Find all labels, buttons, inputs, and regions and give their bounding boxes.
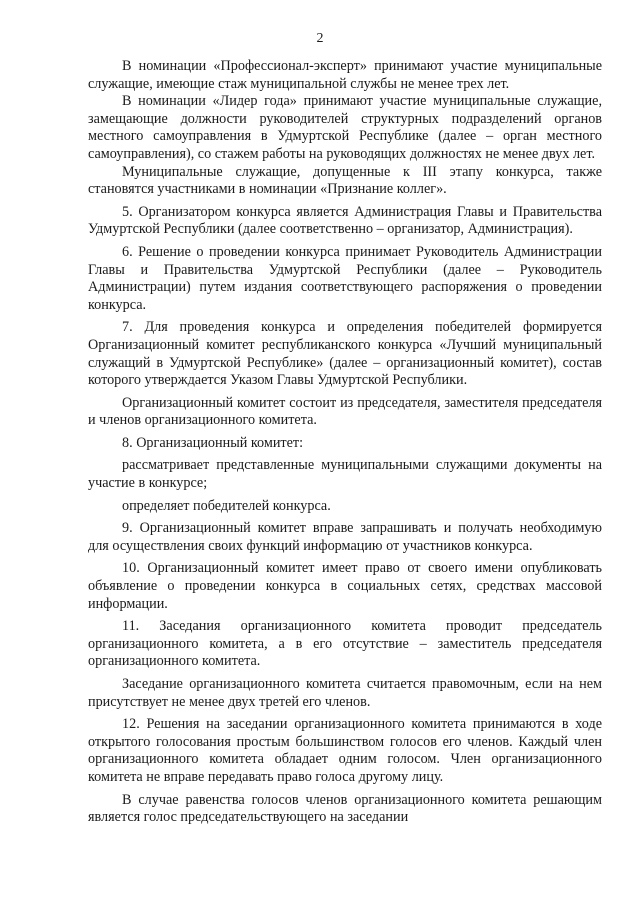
paragraph-item-10: 10. Организационный комитет имеет право от своего имени опубликовать объявление о проведении конкурса в социальных сетях, средствах массовой информации. [88,560,602,612]
document-body [88,58,602,827]
paragraph-item-12: 12. Решения на заседании организационного комитета принимаются в ходе открытого голосования простым большинством голосов его членов. Каждый член организационного комитета обладает одним голосом. Член организационного комитета не вправе передавать право голоса другому лицу. [88,716,602,785]
paragraph-item-5: 5. Организатором конкурса является Администрация Главы и Правительства Удмуртской Республики (далее соответственно – организатор, Администрация). [88,203,602,238]
paragraph-item-11: 11. Заседания организационного комитета проводит председатель организационного комитета, а в его отсутствие – заместитель председателя организационного комитета. [88,618,602,670]
paragraph-committee-composition: Организационный комитет состоит из председателя, заместителя председателя и членов организационного комитета. [88,394,602,429]
paragraph-item-7: 7. Для проведения конкурса и определения победителей формируется Организационный комитет республиканского конкурса «Лучший муниципальный служащий в Удмуртской Республике» (далее – организационный комитет), состав которого утверждается Указом Главы Удмуртской Республики. [88,319,602,389]
paragraph-nomination-leader: В номинации «Лидер года» принимают участие муниципальные служащие, замещающие должности руководителей структурных подразделений органов местного самоуправления в Удмуртской Республике (далее – орган местного самоуправления), со стажем работы на руководящих должностях не менее двух лет. [88,93,602,162]
paragraph-item-6: 6. Решение о проведении конкурса принимает Руководитель Администрации Главы и Правительства Удмуртской Республики (далее – Руководитель Администрации) путем издания соответствующего распоряжения о проведении конкурса. [88,243,602,313]
paragraph-tie-vote: В случае равенства голосов членов организационного комитета решающим является голос председательствующего на заседании [88,791,602,826]
page-number: 2 [316,31,324,46]
paragraph-colleagues-recognition: Муниципальные служащие, допущенные к III этапу конкурса, также становятся участниками в номинации «Признание коллег». [88,163,602,198]
paragraph-quorum: Заседание организационного комитета считается правомочным, если на нем присутствует не менее двух третей его членов. [88,676,602,710]
paragraph-item-9: 9. Организационный комитет вправе запрашивать и получать необходимую для осуществления своих функций информацию от участников конкурса. [88,520,602,554]
paragraph-item-8-review: рассматривает представленные муниципальными служащими документы на участие в конкурсе; [88,457,602,492]
paragraph-item-8: 8. Организационный комитет: [122,434,304,451]
paragraph-nomination-expert: В номинации «Профессионал-эксперт» принимают участие муниципальные служащие, имеющие стаж муниципальной службы не менее трех лет. [88,58,602,92]
paragraph-item-8-winners: определяет победителей конкурса. [122,497,331,514]
